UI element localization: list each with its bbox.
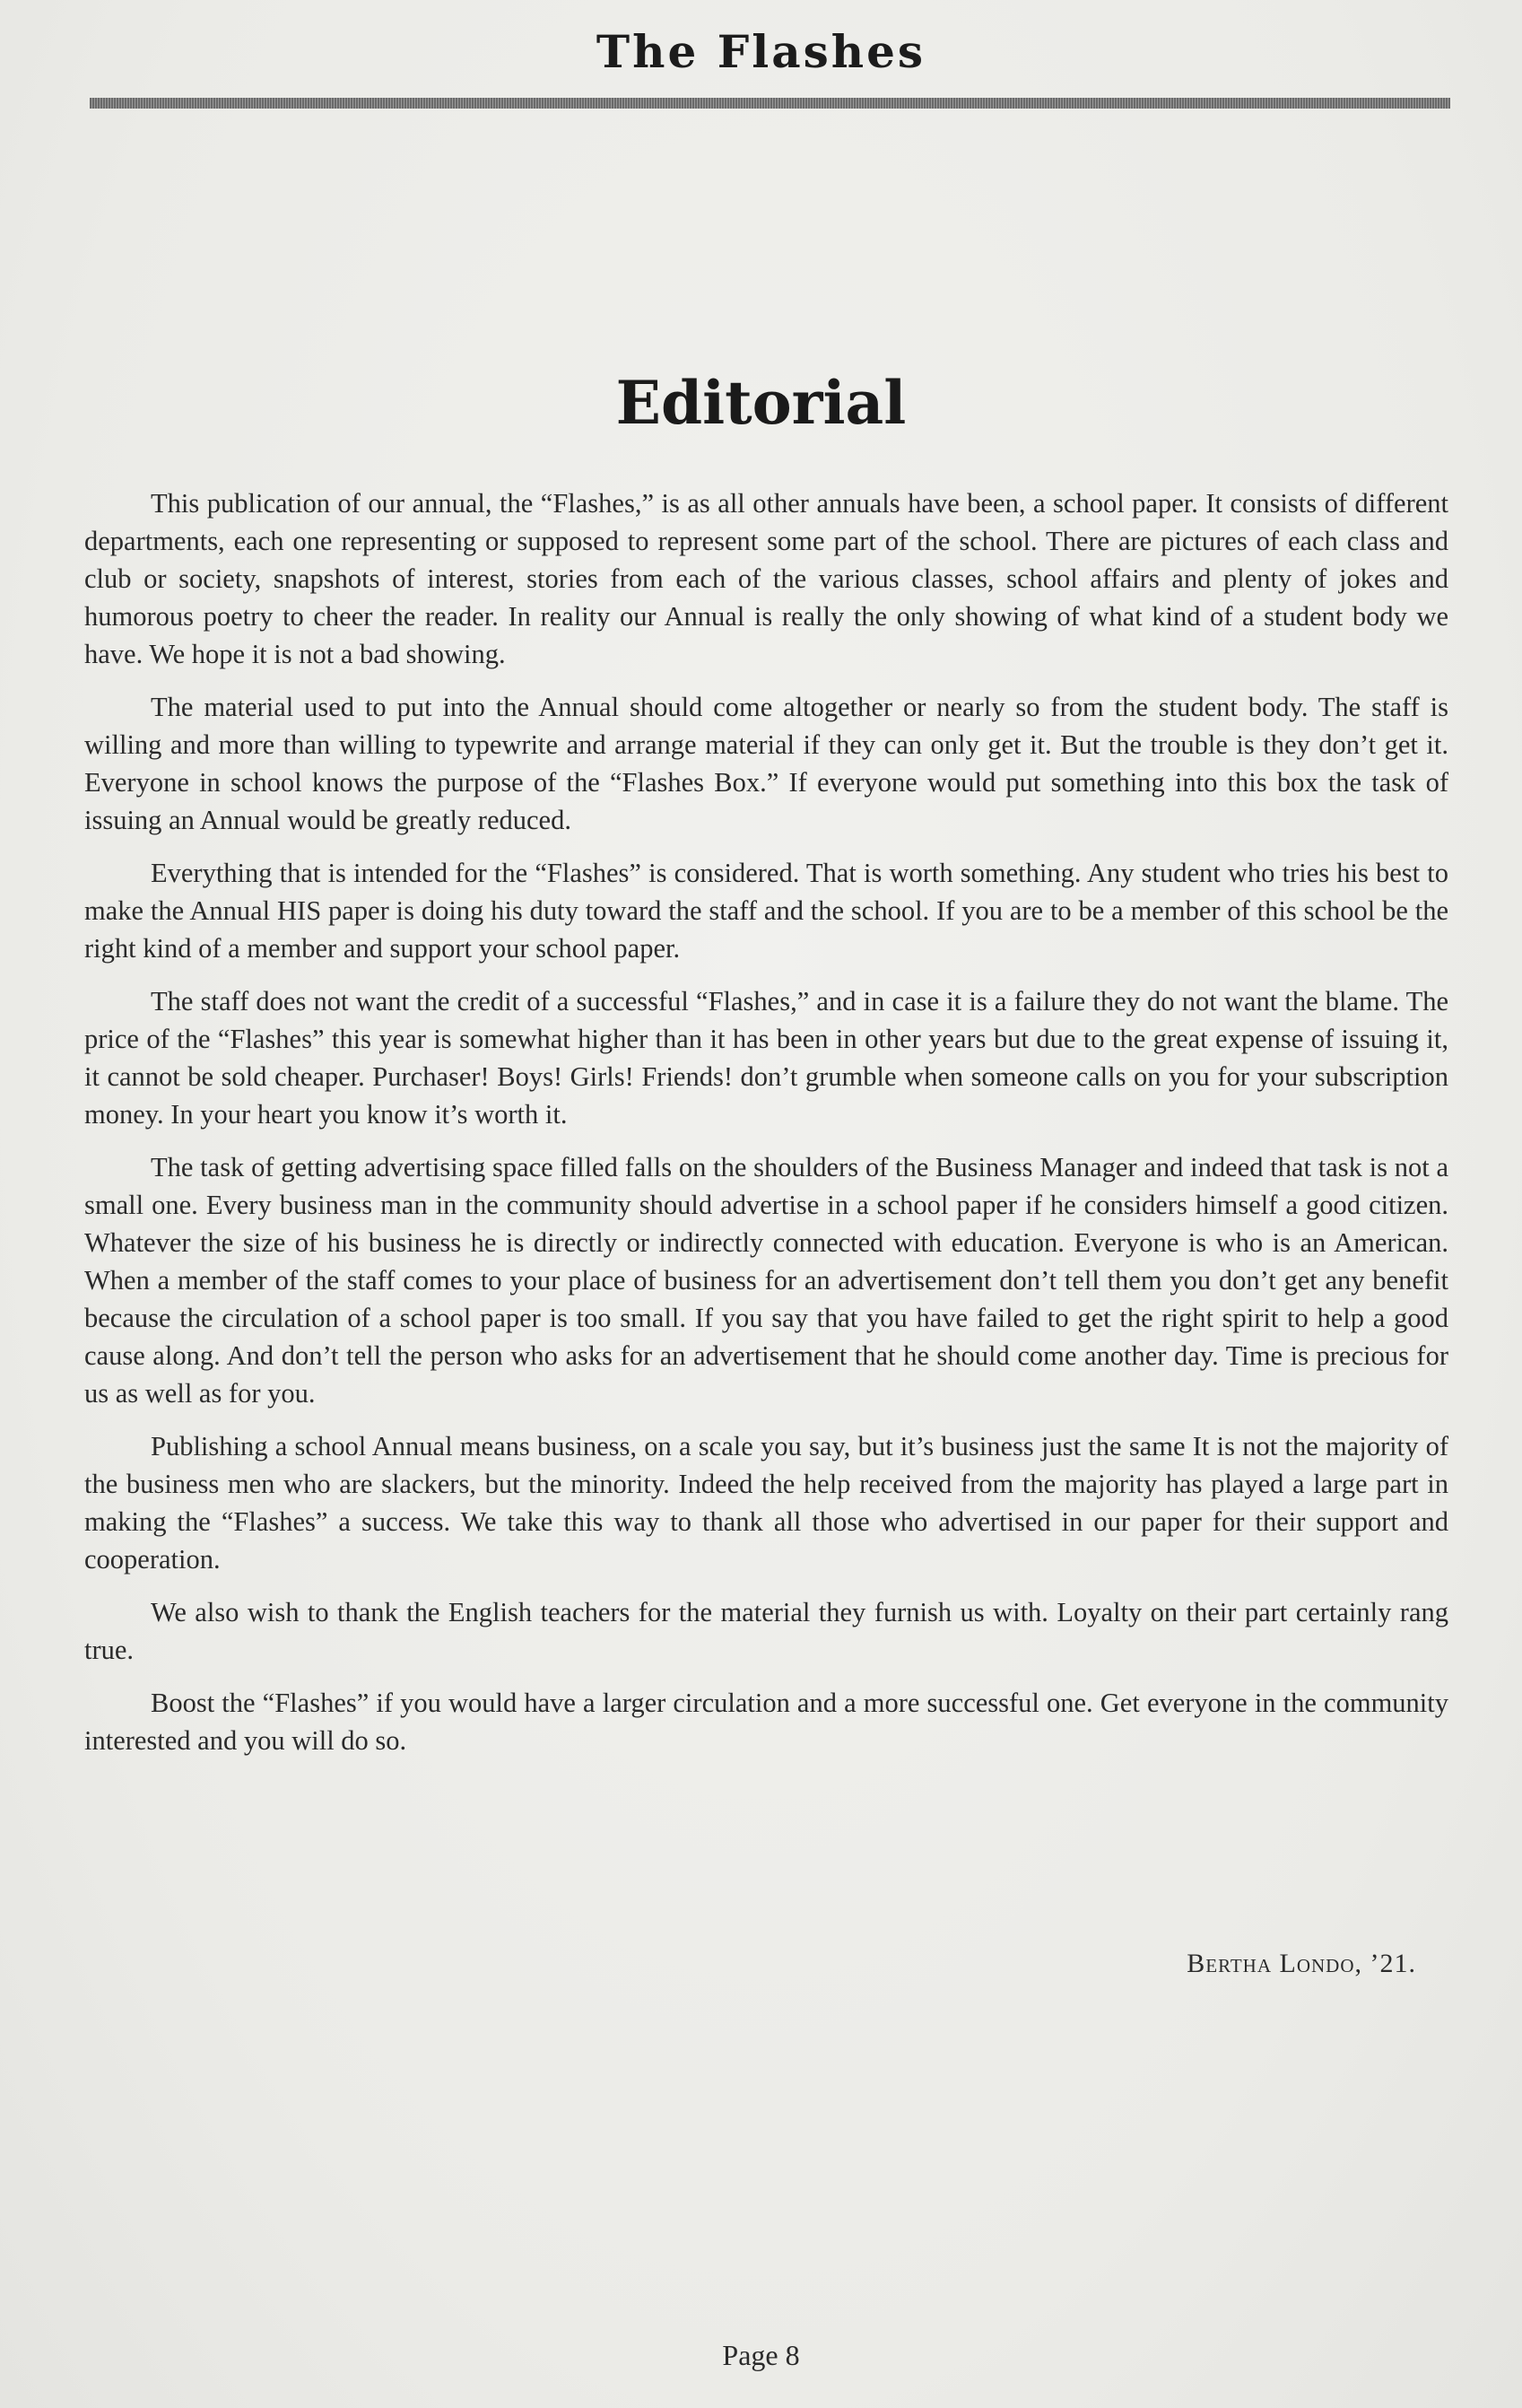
header-rule: [90, 98, 1450, 109]
article-body: [84, 484, 1448, 1775]
article-title: Editorial: [615, 368, 907, 438]
paragraph: The task of getting advertising space filled falls on the shoulders of the Business Manager and indeed that task is not a small one. Every business man in the community should advertise in a school paper if he considers himself a good citizen. Whatever the size of his business he is directly or indirectly connected with education. Everyone is who is an American. When a member of the staff comes to your place of business for an advertisement don’t tell them you don’t get any benefit because the circulation of a school paper is too small. If you say that you have failed to get the right spirit to help a good cause along. And don’t tell the person who asks for an advertisement that he should come another day. Time is precious for us as well as for you.: [84, 1152, 1448, 1409]
paragraph: This publication of our annual, the “Flashes,” is as all other annuals have been, a school paper. It consists of different departments, each one representing or supposed to represent some part of the school. There are pictures of each class and club or society, snapshots of interest, stories from each of the various classes, school affairs and plenty of jokes and humorous poetry to cheer the reader. In reality our Annual is really the only showing of what kind of a student body we have. We hope it is not a bad showing.: [84, 488, 1448, 669]
paragraph: Everything that is intended for the “Flashes” is considered. That is worth something. Any student who tries his best to make the Annual HIS paper is doing his duty toward the staff and the school. If you are to be a member of this school be the right kind of a member and support your school paper.: [84, 858, 1448, 964]
paragraph: The staff does not want the credit of a successful “Flashes,” and in case it is a failure they do not want the blame. The price of the “Flashes” this year is somewhat higher than it has been in other years but due to the great expense of issuing it, it cannot be sold cheaper. Purchaser! Boys! Girls! Friends! don’t grumble when someone calls on you for your subscription money. In your heart you know it’s worth it.: [84, 986, 1448, 1130]
paragraph: Boost the “Flashes” if you would have a larger circulation and a more successful one. Get everyone in the community interested and you will do so.: [84, 1688, 1448, 1756]
paragraph: Publishing a school Annual means business, on a scale you say, but it’s business just the same It is not the majority of the business men who are slackers, but the minority. Indeed the help received from the majority has played a large part in making the “Flashes” a success. We take this way to thank all those who advertised in our paper for their support and cooperation.: [84, 1431, 1448, 1575]
running-title: The Flashes: [596, 25, 926, 78]
page-number: Page 8: [722, 2339, 800, 2371]
paragraph: The material used to put into the Annual should come altogether or nearly so from the student body. The staff is willing and more than willing to typewrite and arrange material if they can only get it. But the trouble is they don’t get it. Everyone in school knows the purpose of the “Flashes Box.” If everyone would put something into this box the task of issuing an Annual would be greatly reduced.: [84, 692, 1448, 835]
author-signature: Bertha Londo, ’21.: [1187, 1949, 1416, 1978]
paragraph: We also wish to thank the English teachers for the material they furnish us with. Loyalty on their part certainly rang true.: [84, 1597, 1448, 1665]
